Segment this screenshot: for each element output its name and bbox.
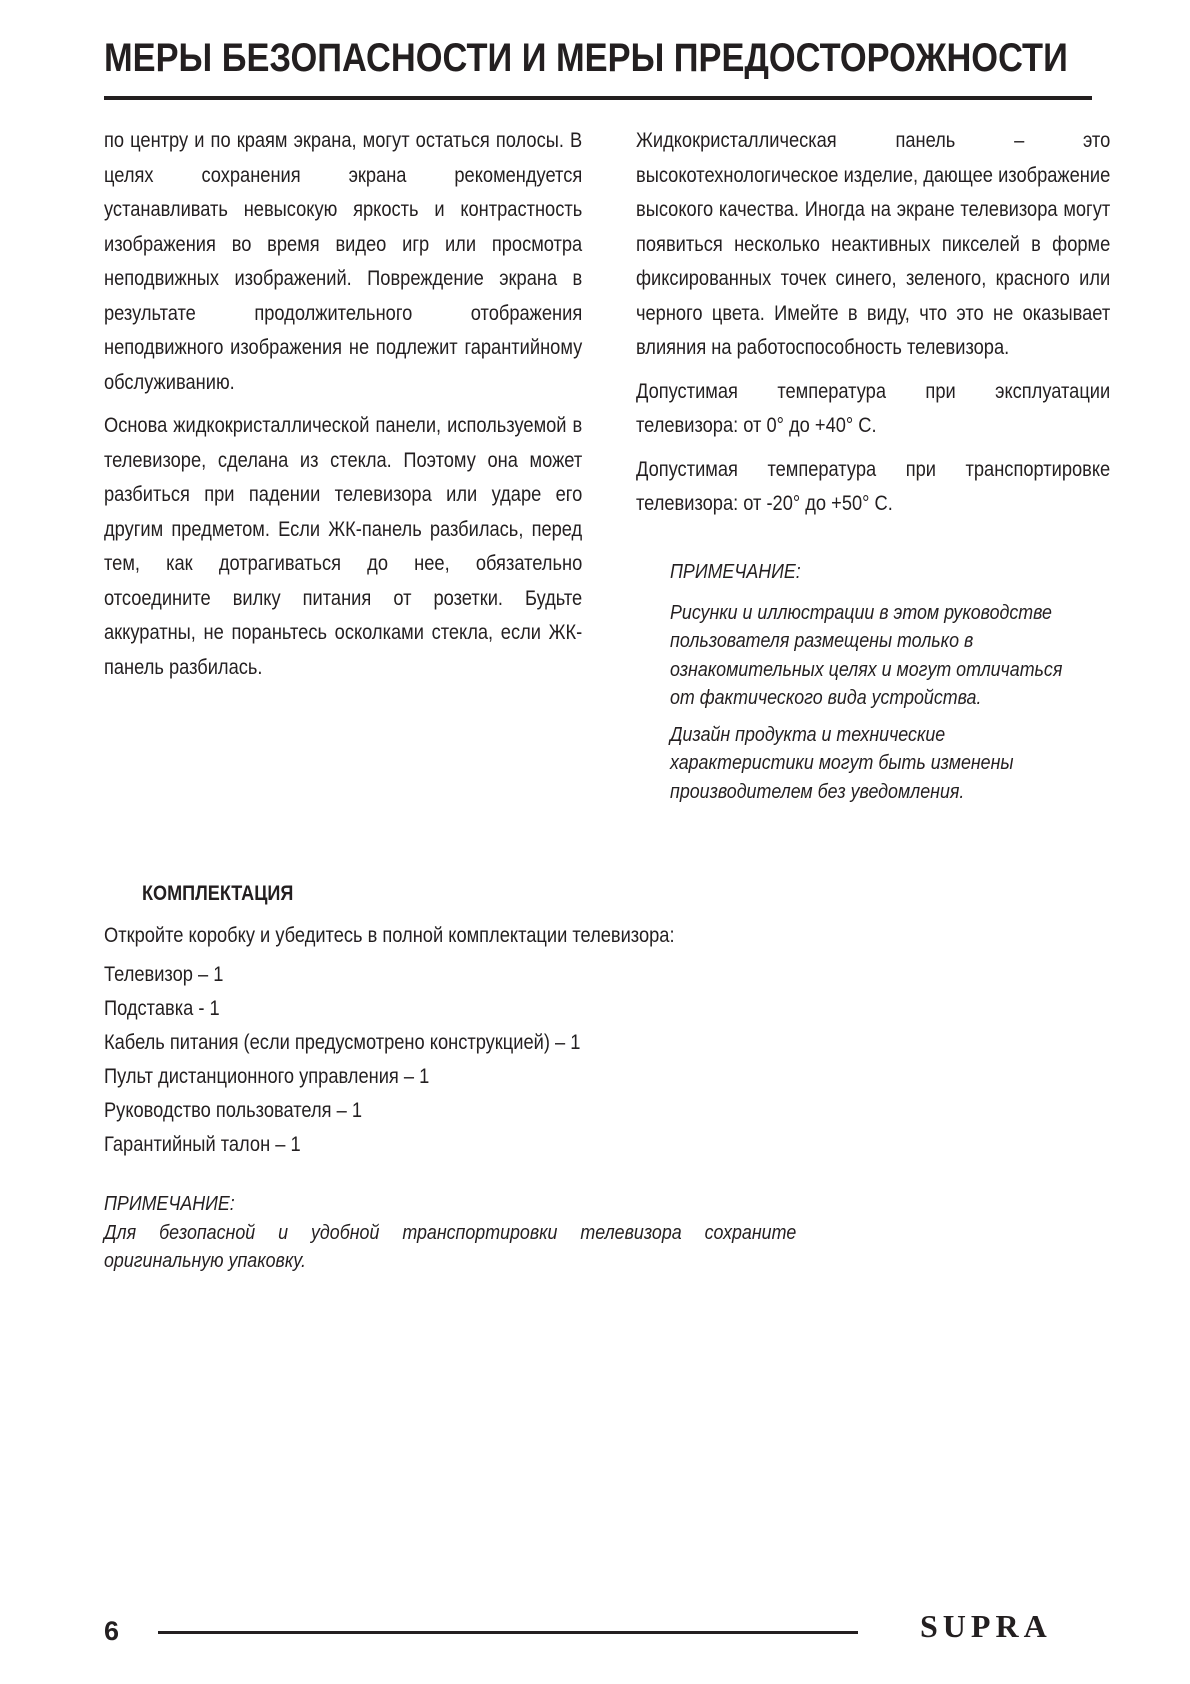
- title-underline: [104, 96, 1092, 100]
- list-item: Гарантийный талон – 1: [104, 1133, 301, 1156]
- footer-rule: [158, 1631, 858, 1634]
- note-text-packaging: Для безопасной и удобной транспортировки телевизора сохраните оригинальную упаковку.: [104, 1220, 797, 1272]
- paragraph-operating-temperature: Допустимая температура при эксплуатации телевизора: от 0° до +40° С.: [636, 379, 1111, 437]
- paragraph-transport-temperature: Допустимая температура при транспортировке телевизора: от -20° до +50° С.: [636, 457, 1111, 515]
- brand-logo: SUPRA: [920, 1608, 1052, 1644]
- paragraph-screen-burn: по центру и по краям экрана, могут остаться полосы. В целях сохранения экрана рекомендуется устанавливать невысокую яркость и контрастность изображения во время видео игр или просмотра неподвижных изображений. Повреждение экрана в результате продолжительного отображения неподвижного изображения не подлежит гарантийному обслуживанию.: [104, 129, 583, 394]
- left-column: [104, 124, 582, 694]
- note-packaging: [104, 1190, 796, 1276]
- kit-list: [104, 958, 652, 1162]
- note-label: ПРИМЕЧАНИЕ:: [104, 1192, 235, 1215]
- kit-heading: КОМПЛЕКТАЦИЯ: [142, 882, 294, 905]
- list-item: Телевизор – 1: [104, 963, 224, 986]
- note-label: ПРИМЕЧАНИЕ:: [670, 560, 801, 583]
- list-item: Руководство пользователя – 1: [104, 1099, 363, 1122]
- note-illustrations: [670, 558, 1090, 814]
- note-text-illustrations: Рисунки и иллюстрации в этом руководстве пользователя размещены только в ознакомительных целях и могут отличаться от фактического вида устройства.: [670, 600, 1063, 709]
- list-item: Пульт дистанционного управления – 1: [104, 1065, 430, 1088]
- list-item: Кабель питания (если предусмотрено конструкцией) – 1: [104, 1031, 581, 1054]
- kit-intro: Откройте коробку и убедитесь в полной комплектации телевизора:: [104, 924, 675, 947]
- list-item: Подставка - 1: [104, 997, 220, 1020]
- right-column: [636, 124, 1110, 531]
- note-text-design: Дизайн продукта и технические характеристики могут быть изменены производителем без уведомления.: [670, 722, 1014, 803]
- paragraph-pixels: Жидкокристаллическая панель – это высокотехнологическое изделие, дающее изображение высокого качества. Иногда на экране телевизора могут появиться несколько неактивных пикселей в форме фиксированных точек синего, зеленого, красного или черного цвета. Имейте в виду, что это не оказывает влияния на работоспособность телевизора.: [636, 129, 1111, 359]
- page-number: 6: [104, 1616, 120, 1646]
- page-title: МЕРЫ БЕЗОПАСНОСТИ И МЕРЫ ПРЕДОСТОРОЖНОСТИ: [104, 36, 1068, 80]
- paragraph-glass-panel: Основа жидкокристаллической панели, используемой в телевизоре, сделана из стекла. Поэтому она может разбиться при падении телевизора или ударе его другим предметом. Если ЖК-панель разбилась, перед тем, как дотрагиваться до нее, обязательно отсоедините вилку питания от розетки. Будьте аккуратны, не пораньтесь осколками стекла, если ЖК-панель разбилась.: [104, 414, 583, 679]
